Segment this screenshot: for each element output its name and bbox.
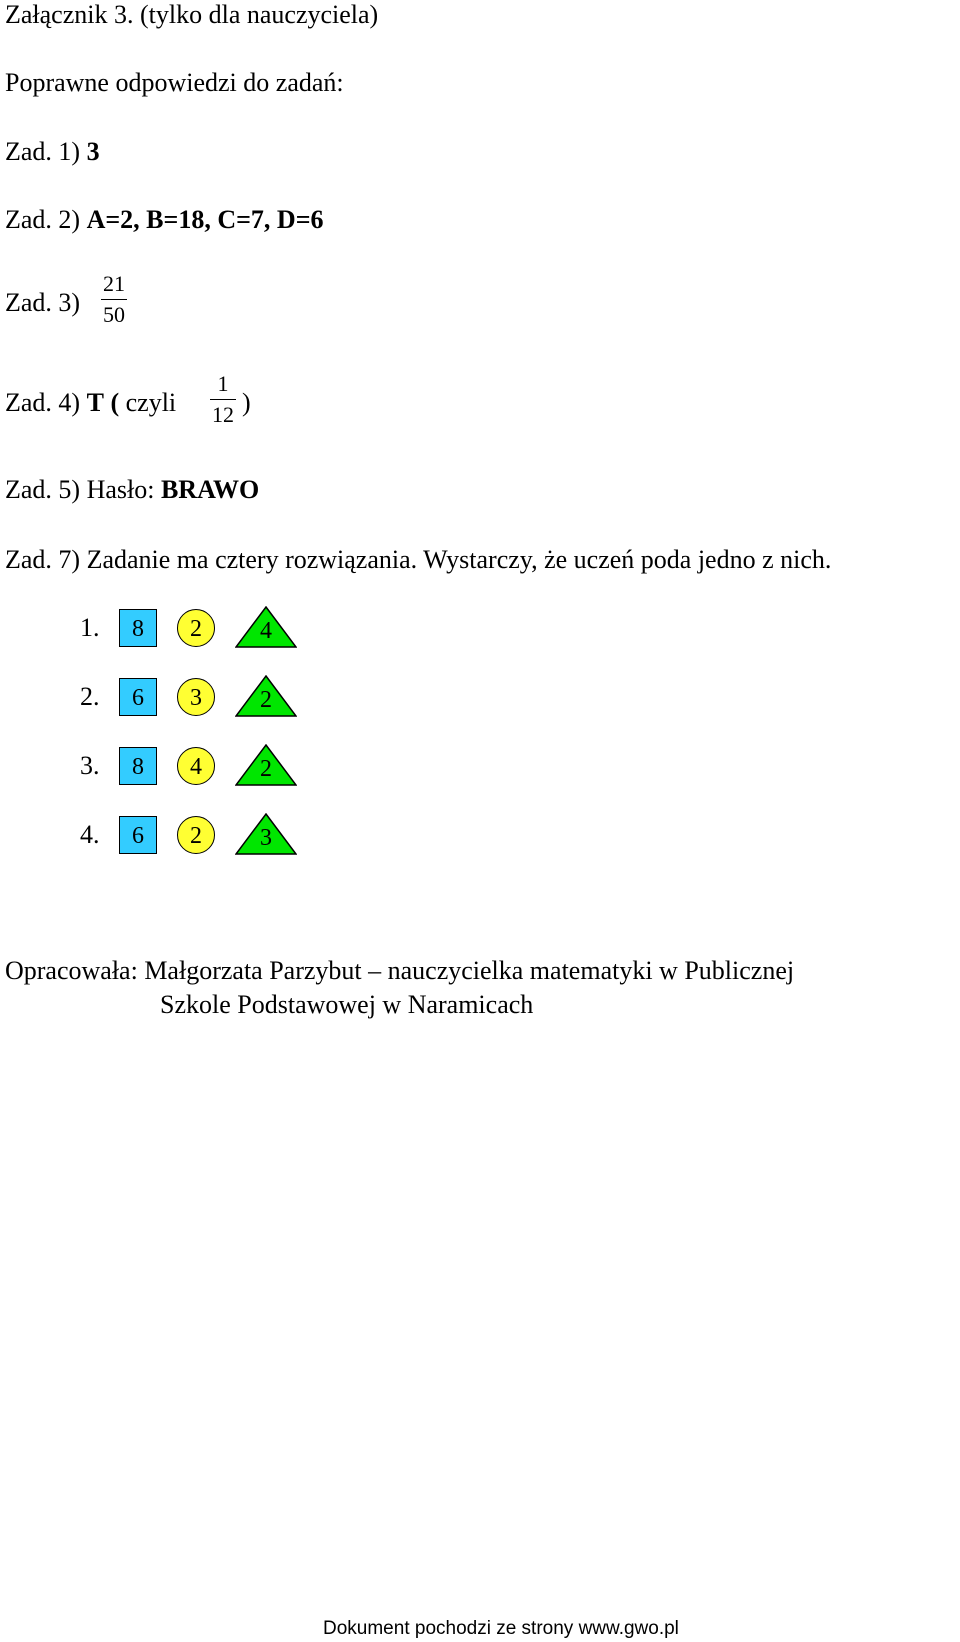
answers-heading: Poprawne odpowiedzi do zadań: <box>5 68 344 97</box>
source-footer: Dokument pochodzi ze strony www.gwo.pl <box>323 1618 679 1639</box>
answer-2-value: A=2, B=18, C=7, D=6 <box>86 205 324 234</box>
circle-shape: 3 <box>177 678 215 716</box>
circle-shape: 2 <box>177 816 215 854</box>
answer-3-label: Zad. 3) <box>5 288 81 317</box>
answer-4 <box>5 388 176 418</box>
triangle-value: 3 <box>260 825 272 851</box>
square-shape: 8 <box>119 609 157 647</box>
answer-4-denominator: 12 <box>212 402 234 427</box>
triangle-value: 2 <box>260 756 272 782</box>
circle-shape: 4 <box>177 747 215 785</box>
answer-4-label: Zad. 4) <box>5 388 81 417</box>
triangle-shape <box>235 813 297 855</box>
answer-3-denominator: 50 <box>103 302 125 327</box>
triangle-shape <box>235 675 297 717</box>
answer-4-numerator: 1 <box>217 371 229 396</box>
triangle-value: 2 <box>260 687 272 713</box>
answer-1-value: 3 <box>86 137 100 166</box>
square-shape: 8 <box>119 747 157 785</box>
answer-5 <box>5 475 259 505</box>
answer-4-value: T <box>86 388 104 417</box>
triangle-value: 4 <box>260 618 272 644</box>
square-shape: 6 <box>119 816 157 854</box>
circle-shape: 2 <box>177 609 215 647</box>
answer-3-fraction <box>101 272 127 327</box>
triangle-shape <box>235 606 297 648</box>
solution-number: 4. <box>80 820 100 849</box>
answer-4-czyli: czyli <box>125 388 177 417</box>
answer-1-label: Zad. 1) <box>5 137 81 166</box>
answer-2 <box>5 205 324 235</box>
answer-4-open-paren: ( <box>110 388 120 417</box>
answer-2-label: Zad. 2) <box>5 205 81 234</box>
answer-5-value: BRAWO <box>160 475 260 504</box>
answer-5-label: Zad. 5) Hasło: <box>5 475 155 504</box>
answer-4-close-paren: ) <box>242 388 251 417</box>
answer-3-numerator: 21 <box>103 271 125 296</box>
solution-number: 2. <box>80 682 100 711</box>
author-line-1: Opracowała: Małgorzata Parzybut – nauczycielka matematyki w Publicznej <box>5 956 795 985</box>
attachment-heading: Załącznik 3. (tylko dla nauczyciela) <box>5 0 379 29</box>
square-shape: 6 <box>119 678 157 716</box>
triangle-shape <box>235 744 297 786</box>
solution-number: 3. <box>80 751 100 780</box>
solution-number: 1. <box>80 613 100 642</box>
answer-1 <box>5 137 100 167</box>
author-line-2: Szkole Podstawowej w Naramicach <box>160 990 534 1019</box>
answer-4-fraction <box>210 372 236 427</box>
fraction-bar <box>101 299 127 300</box>
answer-7: Zad. 7) Zadanie ma cztery rozwiązania. Wystarczy, że uczeń poda jedno z nich. <box>5 545 832 574</box>
fraction-bar <box>210 399 236 400</box>
